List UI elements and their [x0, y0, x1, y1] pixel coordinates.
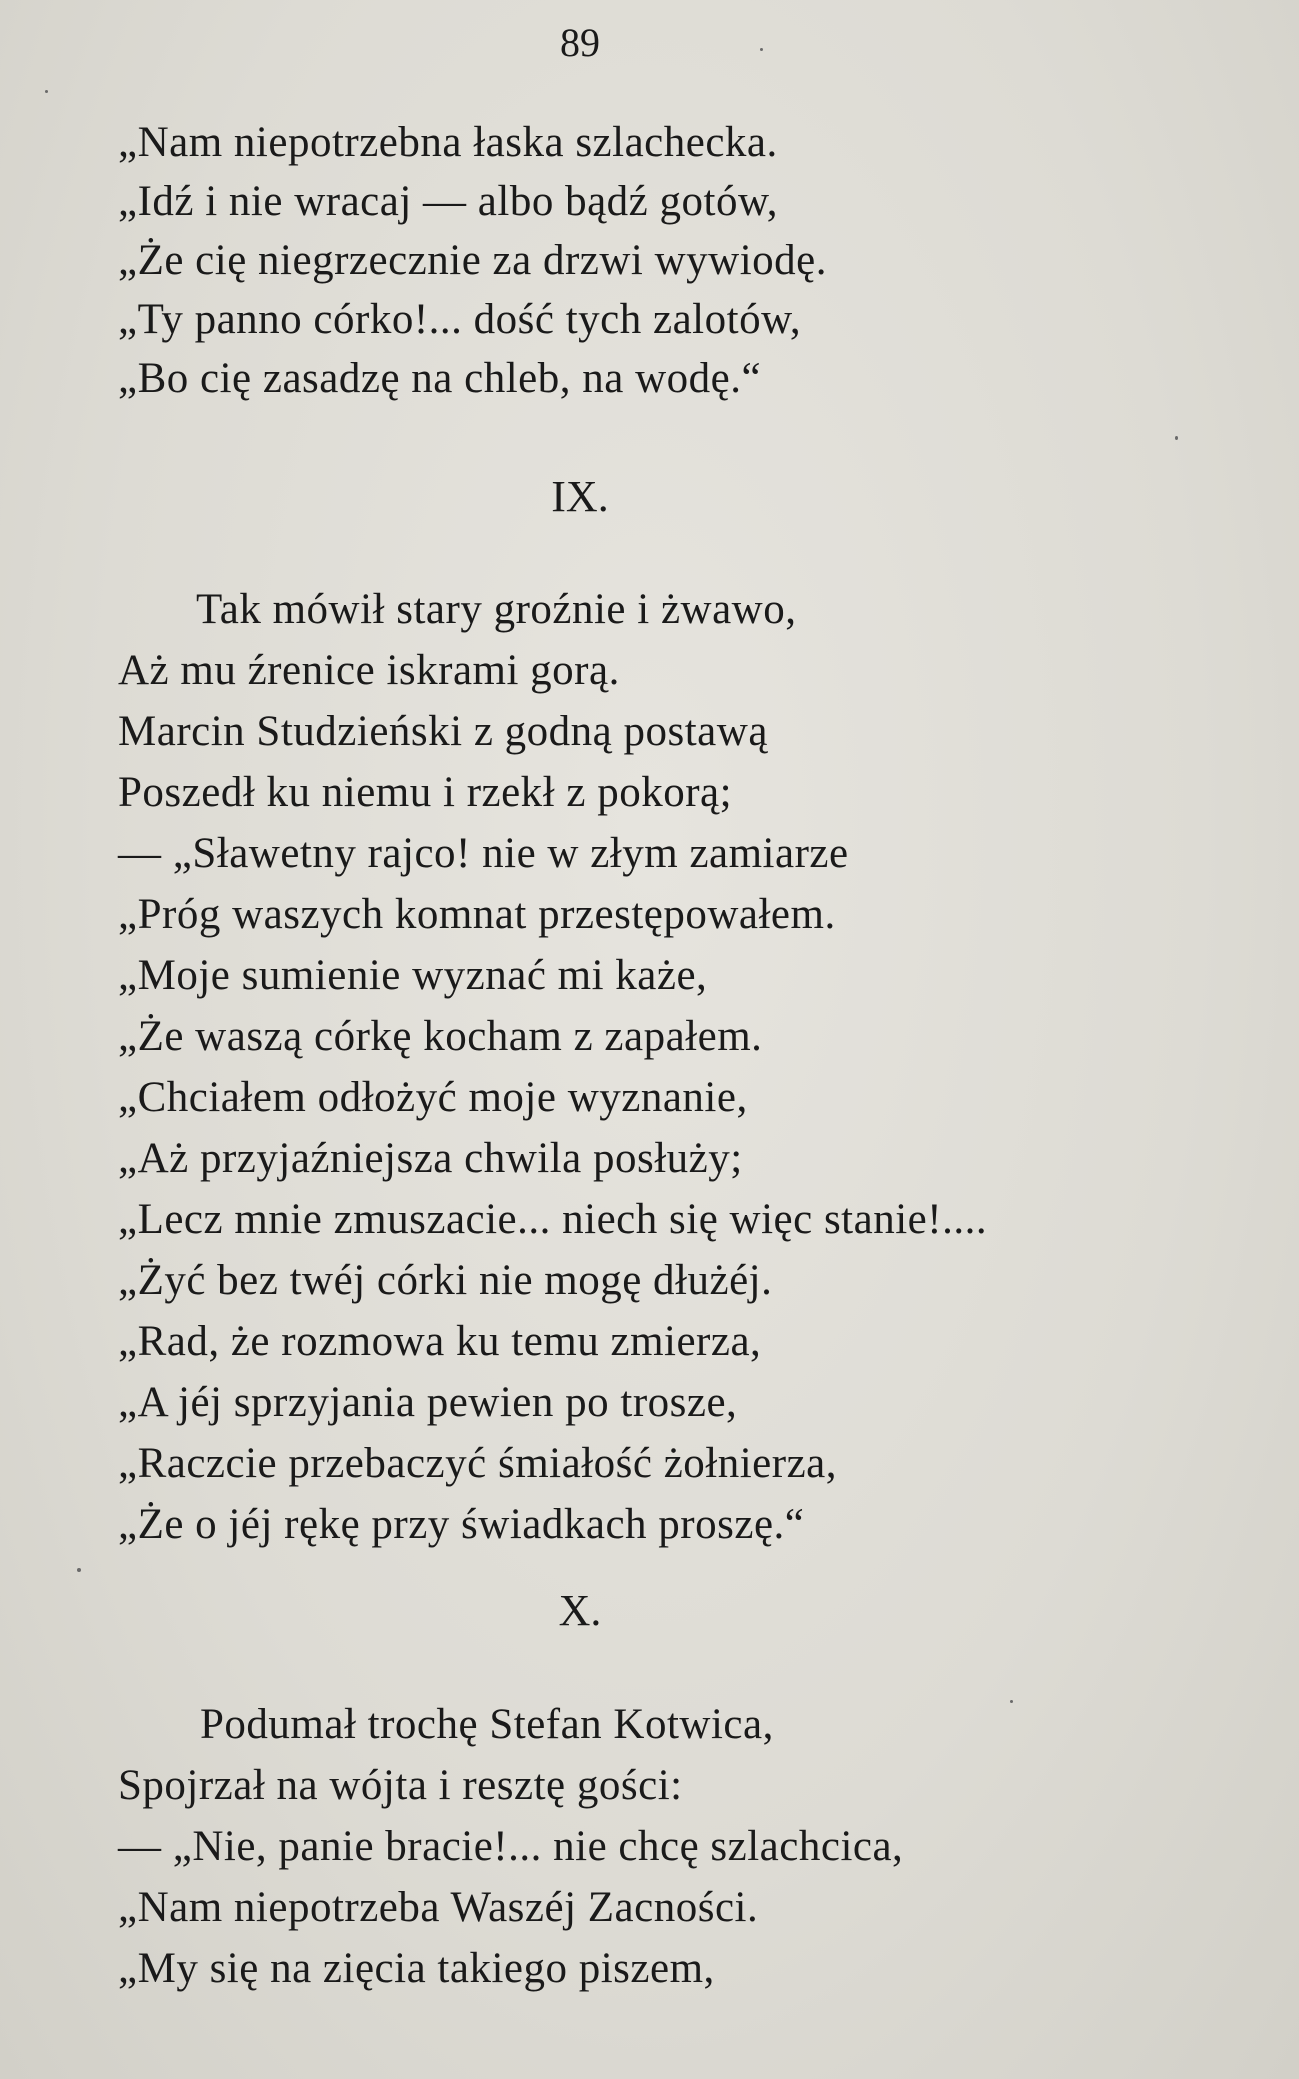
poem-line: „Lecz mnie zmuszacie... niech się więc stanie!.... [118, 1196, 988, 1243]
poem-line: „Nam niepotrzeba Waszéj Zacności. [118, 1884, 759, 1931]
poem-line: „Próg waszych komnat przestępowałem. [118, 891, 836, 938]
poem-line: „Że waszą córkę kocham z zapałem. [118, 1013, 763, 1060]
poem-line: „Aż przyjaźniejsza chwila posłuży; [118, 1135, 743, 1182]
paper-speck [45, 90, 48, 93]
poem-line: „Chciałem odłożyć moje wyznanie, [118, 1074, 748, 1121]
poem-line: „Nam niepotrzebna łaska szlachecka. [118, 119, 778, 166]
poem-line: „Że cię niegrzecznie za drzwi wywiodę. [118, 237, 827, 284]
paper-speck [77, 1568, 81, 1572]
section-heading-ix: IX. [551, 472, 609, 521]
section-heading-x: X. [558, 1586, 602, 1635]
poem-line: Marcin Studzieński z godną postawą [118, 708, 768, 755]
poem-line: „My się na zięcia takiego piszem, [118, 1945, 715, 1992]
poem-line: „A jéj sprzyjania pewien po trosze, [118, 1379, 738, 1426]
poem-line: „Bo cię zasadzę na chleb, na wodę.“ [118, 355, 762, 402]
poem-line: Aż mu źrenice iskrami gorą. [118, 647, 620, 694]
paper-speck [1175, 436, 1178, 440]
paper-speck [760, 48, 763, 51]
poem-line: Tak mówił stary groźnie i żwawo, [196, 586, 797, 633]
poem-line: Spojrzał na wójta i resztę gości: [118, 1762, 683, 1809]
paper-speck [1010, 1700, 1013, 1703]
poem-line: Podumał trochę Stefan Kotwica, [200, 1701, 774, 1748]
poem-line: „Ty panno córko!... dość tych zalotów, [118, 296, 802, 343]
page-number: 89 [560, 20, 600, 65]
poem-line: „Raczcie przebaczyć śmiałość żołnierza, [118, 1440, 838, 1487]
poem-line: — „Nie, panie bracie!... nie chcę szlachcica, [118, 1823, 904, 1870]
poem-line: „Żyć bez twéj córki nie mogę dłużéj. [118, 1257, 773, 1304]
poem-line: „Moje sumienie wyznać mi każe, [118, 952, 708, 999]
poem-line: „Że o jéj rękę przy świadkach proszę.“ [118, 1501, 805, 1548]
poem-line: — „Sławetny rajco! nie w złym zamiarze [118, 830, 849, 877]
poem-line: „Rad, że rozmowa ku temu zmierza, [118, 1318, 762, 1365]
poem-line: Poszedł ku niemu i rzekł z pokorą; [118, 769, 733, 816]
poem-line: „Idź i nie wracaj — albo bądź gotów, [118, 178, 778, 225]
